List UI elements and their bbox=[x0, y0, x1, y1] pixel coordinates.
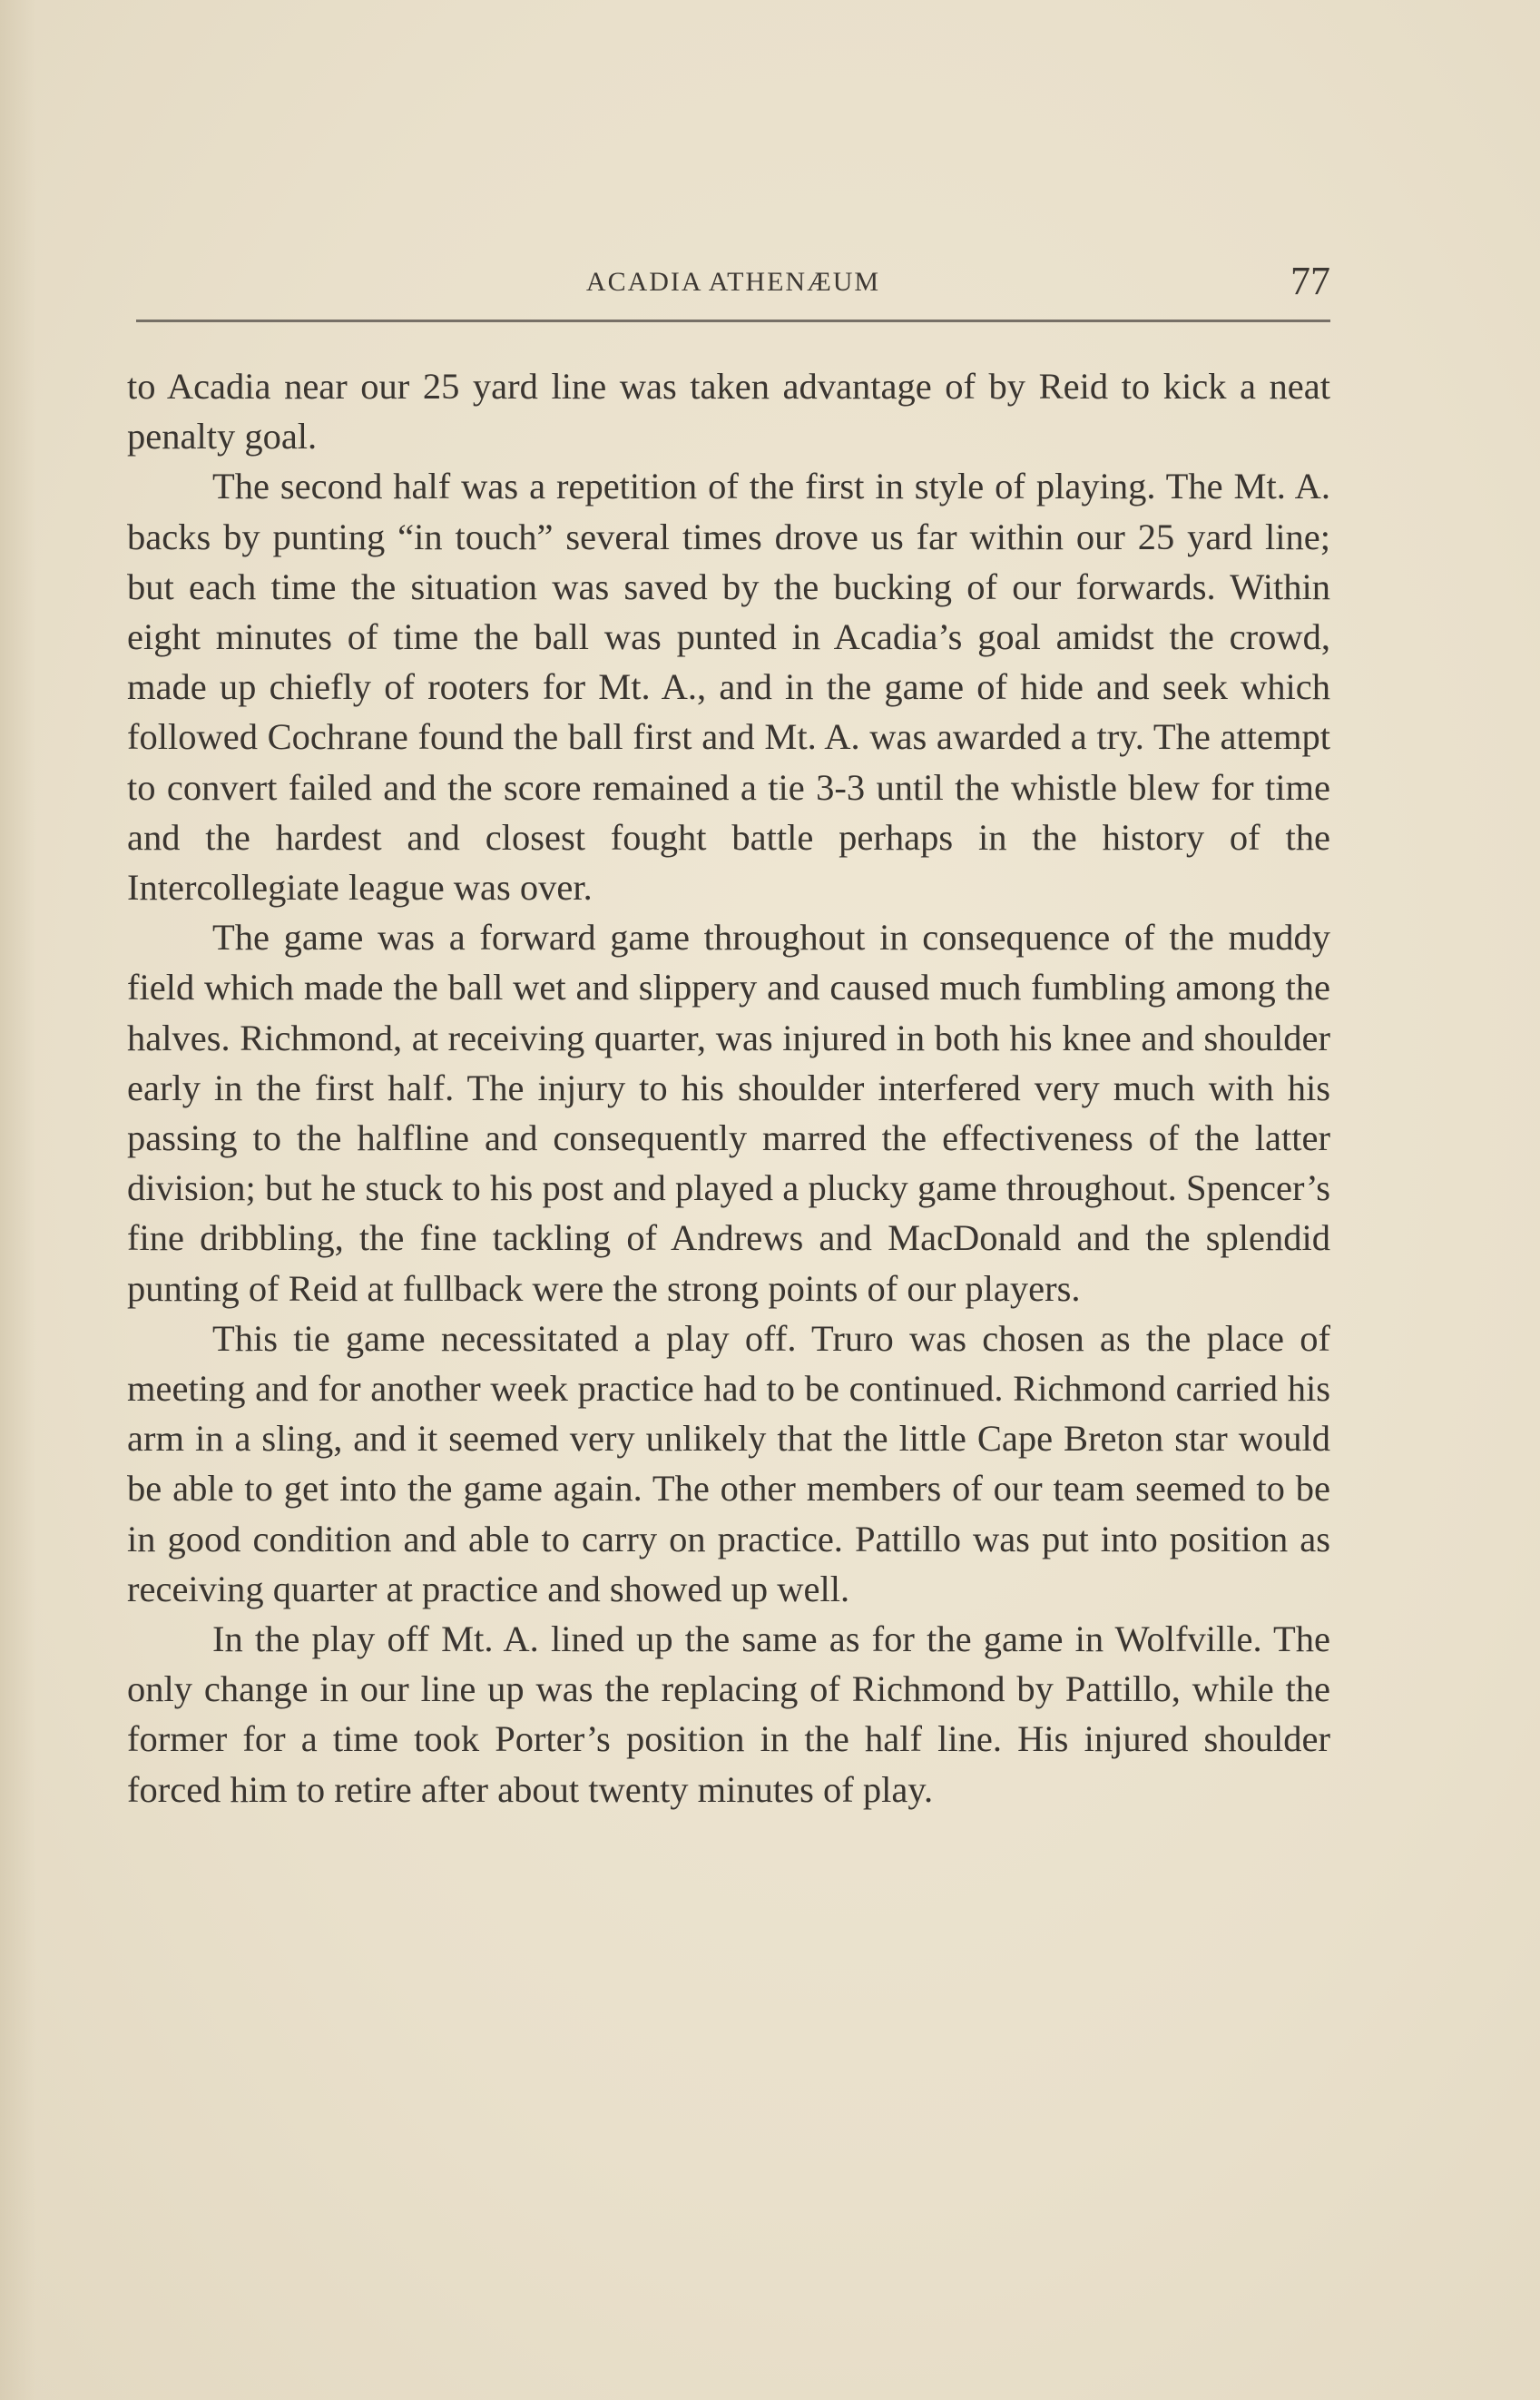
page-number: 77 bbox=[1290, 259, 1330, 303]
paragraph-line-up: In the play off Mt. A. lined up the same as for the game in Wolfville. The only change in our line up was the replacing of Richmond by Pattillo, while the former for a time took Porter’s position in the half line. His injured shoulder forced him to retire after about twenty minutes of play. bbox=[127, 1618, 1330, 1810]
header-rule bbox=[136, 320, 1330, 322]
page-gutter-shadow bbox=[0, 0, 36, 2400]
running-header bbox=[136, 254, 1330, 318]
article-body bbox=[127, 361, 1330, 1815]
running-title: ACADIA ATHENÆUM bbox=[585, 267, 881, 297]
paragraph-play-off: This tie game necessitated a play off. Truro was chosen as the place of meeting and for another week practice had to be continued. Richmond carried his arm in a sling, and it seemed very unlikely that the little Cape Breton star would be able to get into the game again. The other members of our team seemed to be in good condition and able to carry on practice. Pattillo was put into position as receiving quarter at practice and showed up well. bbox=[127, 1317, 1330, 1609]
paragraph-second-half: The second half was a repetition of the first in style of playing. The Mt. A. backs by punting “in touch” several times drove us far within our 25 yard line; but each time the situation was saved by the bucking of our forwards. Within eight minutes of time the ball was punted in Acadia’s goal amidst the crowd, made up chiefly of rooters for Mt. A., and in the game of hide and seek which followed Cochrane found the ball first and Mt. A. was awarded a try. The attempt to convert failed and the score remained a tie 3-3 until the whistle blew for time and the hardest and closest fought battle perhaps in the history of the Intercollegiate league was over. bbox=[127, 466, 1330, 909]
paragraph-continuation: to Acadia near our 25 yard line was taken advantage of by Reid to kick a neat penalty goal. bbox=[127, 366, 1330, 457]
paragraph-forward-game: The game was a forward game throughout in consequence of the muddy field which made the ball wet and slippery and caused much fumbling among the halves. Richmond, at receiving quarter, was injured in both his knee and shoulder early in the first half. The injury to his shoulder interfered very much with his passing to the halfline and consequently marred the effectiveness of the latter division; but he stuck to his post and played a plucky game throughout. Spencer’s fine dribbling, the fine tackling of Andrews and MacDonald and the splendid punting of Reid at fullback were the strong points of our players. bbox=[127, 917, 1330, 1309]
